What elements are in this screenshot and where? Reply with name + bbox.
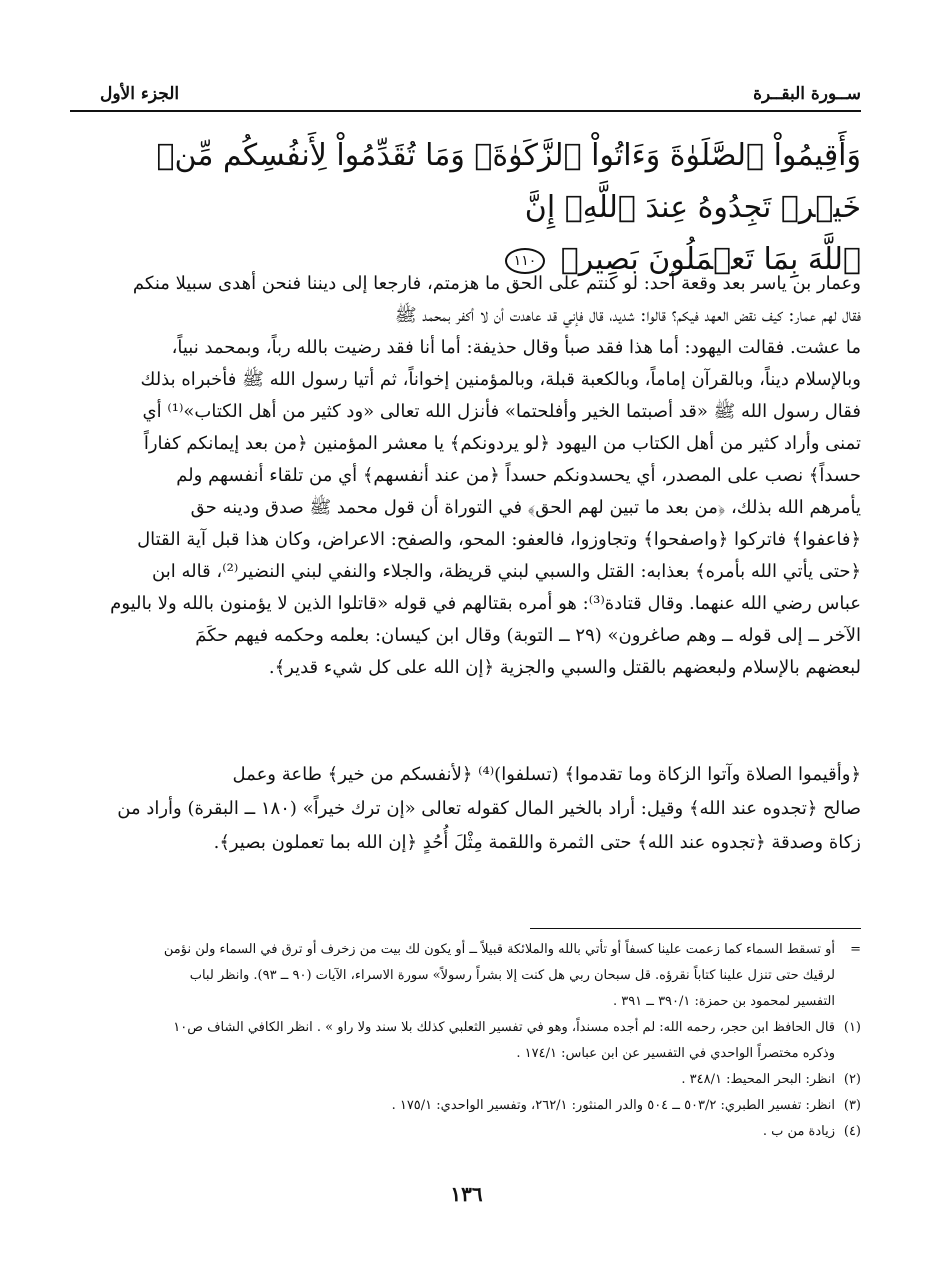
running-header xyxy=(70,84,861,108)
commentary-line: عباس رضي الله عنهما. وقال قتادة⁽³⁾: هو أمره بقتالهم في قوله «قاتلوا الذين لا يؤمنون بالله ولا باليوم xyxy=(110,593,861,614)
commentary-line: ما عشت. فقالت اليهود: أما هذا فقد صبأ وقال حذيفة: أما أنا فقد رضيت بالله رباً، وبمحمد نبياً، xyxy=(171,337,861,358)
footnote-3 xyxy=(90,1094,861,1118)
footnote-mark: (١) xyxy=(843,1020,861,1035)
footnote-mark: (٣) xyxy=(843,1098,861,1113)
footnotes xyxy=(90,938,861,1146)
page-number: ١٣٦ xyxy=(450,1182,483,1206)
footnote-4 xyxy=(90,1120,861,1144)
commentary-line: صالح ﴿تجدوه عند الله﴾ وقيل: أراد بالخير المال كقوله تعالى «إن ترك خيراً» (١٨٠ ــ البقرة) وأراد من xyxy=(117,798,861,819)
footnote-continuation-mark: = xyxy=(850,942,861,957)
footnote-mark: (٢) xyxy=(843,1072,861,1087)
footnote-divider xyxy=(530,928,861,929)
commentary-line: زكاة وصدقة ﴿تجدوه عند الله﴾ حتى الثمرة واللقمة مِثْلَ أُحُدٍ ﴿إن الله بما تعملون بصير﴾. xyxy=(213,832,861,853)
commentary-line: فقال رسول الله ﷺ «قد أصبتما الخير وأفلحتما» فأنزل الله تعالى «ود كثير من أهل الكتاب»⁽¹⁾ أي xyxy=(142,401,861,422)
footnote-mark: (٤) xyxy=(843,1124,861,1139)
header-part-label: الجزء الأول xyxy=(100,84,180,104)
commentary-line: ﴿حتى يأتي الله بأمره﴾ بعذابه: القتل والسبي لبني قريظة، والجلاء والنفي لبني النضير⁽²⁾، قاله ابن xyxy=(152,561,861,582)
verse-number-marker: ١١٠ xyxy=(505,248,546,274)
footnote-line: أو تسقط السماء كما زعمت علينا كسفاً أو تأتي بالله والملائكة قبيلاً ــ أو يكون لك بيت من زخرف أو ترق في السماء ولن نؤمن xyxy=(163,942,835,957)
footnote-2 xyxy=(90,1068,861,1092)
commentary-line: لبعضهم بالإسلام ولبعضهم بالقتل والسبي والجزية ﴿إن الله على كل شيء قدير﴾. xyxy=(268,657,861,678)
commentary-paragraph-1 xyxy=(80,268,861,684)
header-divider xyxy=(70,110,861,112)
verse-line-2-text: ٱللَّهَ بِمَا تَعۡمَلُونَ بَصِيرٞ xyxy=(560,242,861,277)
footnote-1 xyxy=(90,1016,861,1040)
commentary-line: وبالإسلام ديناً، وبالقرآن إماماً، وبالكعبة قبلة، وبالمؤمنين إخواناً، ثم أتيا رسول الله ﷺ فأخبراه بذلك xyxy=(140,369,861,390)
footnote-line: انظر: البحر المحيط: ٣٤٨/١ . xyxy=(681,1072,835,1087)
commentary-line: فقال لهم عمار: كيف نقض العهد فيكم؟ قالوا: شديد، قال فإني قد عاهدت أن لا أكفر بمحمد ﷺ xyxy=(394,305,861,326)
commentary-line: وعمار بن ياسر بعد وقعة أحد: لو كنتم على الحق ما هزمتم، فارجعا إلى ديننا فنحن أهدى سبيلا منكم xyxy=(132,273,861,294)
footnote-line: وذكره مختصراً الواحدي في التفسير عن ابن عباس: ١٧٤/١ . xyxy=(516,1046,835,1061)
commentary-paragraph-2 xyxy=(80,758,861,860)
commentary-line: يأمرهم الله بذلك، ﴿من بعد ما تبين لهم الحق﴾ في التوراة أن قول محمد ﷺ صدق ودينه حق xyxy=(190,497,861,518)
footnote-line: انظر: تفسير الطبري: ٥٠٣/٢ ــ ٥٠٤ والدر المنثور: ٢٦٢/١، وتفسير الواحدي: ١٧٥/١ . xyxy=(391,1098,835,1113)
header-surah-title: ســورة البقــرة xyxy=(753,84,861,104)
commentary-line: حسداً﴾ نصب على المصدر، أي يحسدونكم حسداً ﴿من عند أنفسهم﴾ أي من تلقاء أنفسهم ولم xyxy=(176,465,861,486)
footnote-line: لرقيك حتى تنزل علينا كتاباً نقرؤه. قل سبحان ربي هل كنت إلا بشراً رسولاً» سورة الاسراء، الآيات (٩٠ ــ ٩٣). وانظر لباب xyxy=(189,968,835,983)
commentary-line: ﴿فاعفوا﴾ فاتركوا ﴿واصفحوا﴾ وتجاوزوا، فالعفو: المحو، والصفح: الاعراض، وكان هذا قبل آية القتال xyxy=(137,529,861,550)
footnote-line: التفسير لمحمود بن حمزة: ٣٩٠/١ ــ ٣٩١ . xyxy=(612,994,835,1009)
footnote-line: قال الحافظ ابن حجر، رحمه الله: لم أجده مسنداً، وهو في تفسير الثعلبي كذلك بلا سند ولا راو » . انظر الكافي الشاف ص١٠ xyxy=(173,1020,835,1035)
commentary-line: الآخر ــ إلى قوله ــ وهم صاغرون» (٢٩ ــ التوبة) وقال ابن كيسان: بعلمه وحكمه فيهم حكَمَ xyxy=(195,625,861,646)
verse-line-1: وَأَقِيمُواْ ٱلصَّلَوٰةَ وَءَاتُواْ ٱلزَّكَوٰةَۚ وَمَا تُقَدِّمُواْ لِأَنفُسِكُم مِّنۡ خَيۡرٖ تَجِدُوهُ عِندَ ٱللَّهِۗ إِنَّ xyxy=(156,138,861,225)
footnote-continued xyxy=(90,938,861,962)
quran-verse xyxy=(80,130,861,286)
commentary-line: تمنى وأراد كثير من أهل الكتاب من اليهود ﴿لو يردونكم﴾ يا معشر المؤمنين ﴿من بعد إيمانكم كفاراً xyxy=(143,433,861,454)
footnote-line: زيادة من ب . xyxy=(762,1124,835,1139)
commentary-line: ﴿وأقيموا الصلاة وآتوا الزكاة وما تقدموا﴾ (تسلفوا)⁽⁴⁾ ﴿لأنفسكم من خير﴾ طاعة وعمل xyxy=(232,764,861,785)
